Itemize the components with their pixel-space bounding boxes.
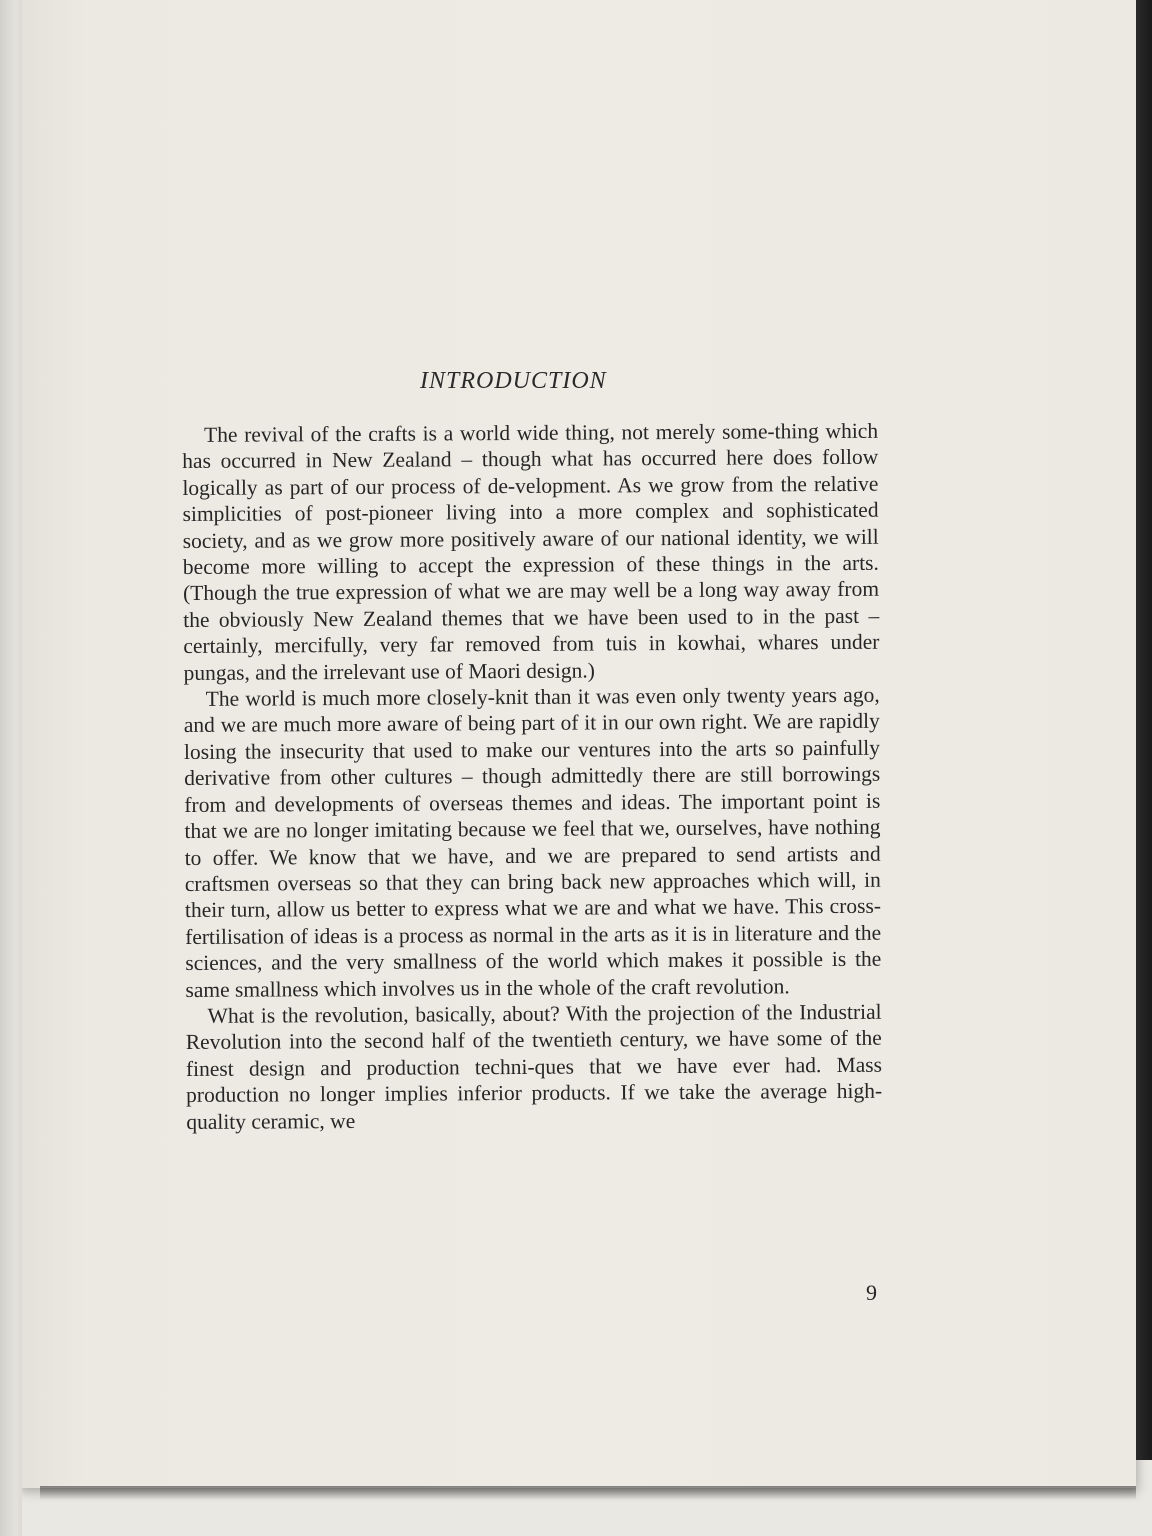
page-bottom-shadow (40, 1486, 1136, 1500)
paragraph-1: The revival of the crafts is a world wide thing, not merely some-thing which has occurred in New Zealand – though what has occurred here does follow logically as part of our process of de-velopment. As we grow from the relative simplicities of post-pioneer living into a more complex and sophisticated society, and as we grow more positively aware of our national identity, we will become more willing to accept the expression of these things in the arts. (Though the true expression of what we are may well be a long way away from the obviously New Zealand themes that we have been used to in the past – certainly, mercifully, very far removed from tuis in kowhai, whares under pungas, and the irrelevant use of Maori design.) (182, 418, 880, 685)
page-left-edge (0, 0, 22, 1536)
book-cover-edge (1136, 0, 1152, 1460)
chapter-heading: INTRODUCTION (420, 368, 607, 394)
page-number: 9 (866, 1280, 877, 1305)
body-text (182, 418, 882, 1135)
paragraph-2: The world is much more closely-knit than it was even only twenty years ago, and we are much more aware of being part of it in our own right. We are rapidly losing the insecurity that used to make our ventures into the arts so painfully derivative from other cultures – though admittedly there are still borrowings from and developments of overseas themes and ideas. The important point is that we are no longer imitating because we feel that we, ourselves, have nothing to offer. We know that we have, and we are prepared to send artists and craftsmen overseas so that they can bring back new approaches which will, in their turn, allow us better to express what we are and what we have. This cross-fertilisation of ideas is a process as normal in the arts as it is in literature and the sciences, and the very smallness of the world which makes it possible is the same smallness which involves us in the whole of the craft revolution. (183, 682, 882, 1002)
paragraph-3: What is the revolution, basically, about? With the projection of the Industrial Revolution into the second half of the twentieth century, we have some of the finest design and production techni-ques that we have ever had. Mass production no longer implies inferior products. If we take the average high-quality ceramic, we (185, 999, 883, 1134)
